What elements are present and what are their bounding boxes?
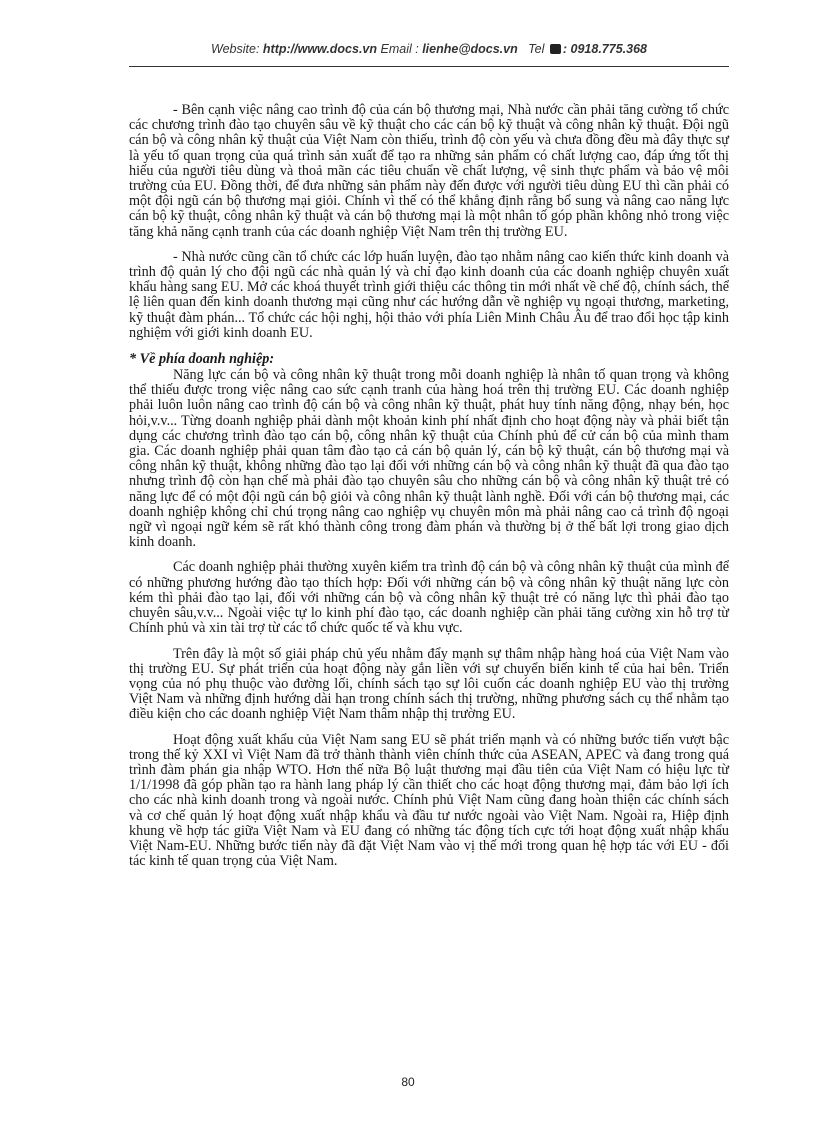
tel-label: Tel <box>528 42 545 56</box>
document-body <box>129 103 729 879</box>
header-rule <box>129 66 729 67</box>
paragraph-6: Hoạt động xuất khẩu của Việt Nam sang EU sẽ phát triển mạnh và có những bước tiến vượt bậc trong thế kỷ XXI vì Việt Nam đã trở thành thành viên chính thức của ASEAN, APEC và đang trong quá trình đàm phán gia nhập WTO. Hơn thế nữa Bộ luật thương mại đầu tiên của Việt Nam có hiệu lực từ 1/1/1998 đã góp phần tạo ra hành lang pháp lý cần thiết cho các hoạt động thương mại, đảm bảo lợi ích cho các nhà kinh doanh trong và ngoài nước. Chính phủ Việt Nam cũng đang hoàn thiện các chính sách và cơ chế quản lý hoạt động xuất nhập khẩu và đầu tư nước ngoài vào Việt Nam. Ngoài ra, Hiệp định khung về hợp tác giữa Việt Nam và EU đang có những tác động tích cực tới hoạt động xuất nhập khẩu Việt Nam-EU. Những bước tiến này đã đặt Việt Nam vào vị thế mới trong quan hệ hợp tác với EU - đối tác kinh tế quan trọng của Việt Nam. <box>129 731 729 870</box>
email-label: Email : <box>380 42 419 56</box>
section-subheading: * Về phía doanh nghiệp: <box>129 351 275 368</box>
email-address[interactable]: lienhe@docs.vn <box>422 42 518 56</box>
paragraph-5: Trên đây là một số giải pháp chủ yếu nhằm đẩy mạnh sự thâm nhập hàng hoá của Việt Nam vào thị trường EU. Sự phát triển của hoạt động này gắn liền với sự chuyển biến kinh tế của hai bên. Triển vọng của nó phụ thuộc vào đường lối, chính sách tạo sự lôi cuốn các doanh nghiệp EU vào thị trường Việt Nam và những định hướng dài hạn trong chính sách thị trường, những phương sách cụ thể nhằm tạo điều kiện cho các doanh nghiệp Việt Nam thâm nhập thị trường EU. <box>129 645 729 723</box>
paragraph-1: - Bên cạnh việc nâng cao trình độ của cán bộ thương mại, Nhà nước cần phải tăng cường tổ chức các chương trình đào tạo chuyên sâu về kỹ thuật cho các cán bộ kỹ thuật và công nhân kỹ thuật. Đội ngũ cán bộ và công nhân kỹ thuật của Việt Nam còn thiếu, trình độ còn yếu và chưa đồng đều mà đây thực sự là yếu tố quan trọng của quá trình sản xuất để tạo ra những sản phẩm có chất lượng cao, đáp ứng tốt thị hiếu của người tiêu dùng và thoả mãn các tiêu chuẩn về chất lượng, vệ sinh thực phẩm và bảo vệ môi trường của EU. Đồng thời, để đưa những sản phẩm này đến được với người tiêu dùng EU thì cần phải có một đội ngũ cán bộ thương mại giỏi. Chính vì thế có thể khẳng định rằng bổ sung và nâng cao năng lực cán bộ kỹ thuật, công nhân kỹ thuật và cán bộ thương mại là một nhân tố góp phần không nhỏ trong việc tăng khả năng cạnh tranh của các doanh nghiệp Việt Nam trên thị trường EU. <box>129 102 729 240</box>
page-number: 80 <box>401 1075 415 1089</box>
paragraph-3: Năng lực cán bộ và công nhân kỹ thuật trong mỗi doanh nghiệp là nhân tố quan trọng và không thể thiếu được trong việc nâng cao sức cạnh tranh của hàng hoá trên thị trường EU. Các doanh nghiệp phải luôn luôn nâng cao trình độ cán bộ và công nhân kỹ thuật, phát huy tính năng động, nhạy bén, học hỏi,v.v... Từng doanh nghiệp phải dành một khoản kinh phí nhất định cho hoạt động này và phải biết tận dụng các chương trình đào tạo cán bộ, công nhân kỹ thuật của Chính phủ để cử cán bộ của mình tham gia. Các doanh nghiệp phải quan tâm đào tạo cả cán bộ quản lý, cán bộ kỹ thuật, cán bộ thương mại và công nhân kỹ thuật, không những đào tạo lại đối với những cán bộ và công nhân kỹ thuật đã qua đào tạo nhưng trình độ còn hạn chế mà phải đào tạo chuyên sâu cho những cán bộ và công nhân kỹ thuật trẻ có năng lực để có một đội ngũ cán bộ giỏi và công nhân kỹ thuật lành nghề. Đối với cán bộ thương mại, các doanh nghiệp không chỉ chú trọng nâng cao nghiệp vụ chuyên môn mà phải nâng cao cả trình độ ngoại ngữ vì ngoại ngữ kém sẽ rất khó thành công trong đàm phán và thường bị ở thế bất lợi trong giao dịch kinh doanh. <box>129 367 729 551</box>
phone-icon <box>550 44 561 54</box>
website-url[interactable]: http://www.docs.vn <box>262 42 378 56</box>
paragraph-2: - Nhà nước cũng cần tổ chức các lớp huấn luyện, đào tạo nhằm nâng cao kiến thức kinh doanh và trình độ quản lý cho đội ngũ các nhà quản lý và chỉ đạo kinh doanh của các doanh nghiệp chuyên xuất khẩu hàng sang EU. Mở các khoá thuyết trình giới thiệu các thông tin mới nhất về chế độ, chính sách, thể lệ liên quan đến kinh doanh thương mại cũng như các hướng dẫn về nghiệp vụ ngoại thương, marketing, kỹ thuật đàm phán... Tổ chức các hội nghị, hội thảo với phía Liên Minh Châu Âu để trao đổi học tập kinh nghiệm với giới kinh doanh EU. <box>129 248 729 341</box>
phone-number: : 0918.775.368 <box>562 42 647 56</box>
page-header <box>129 42 729 64</box>
paragraph-4: Các doanh nghiệp phải thường xuyên kiểm tra trình độ cán bộ và công nhân kỹ thuật của mình để có những phương hướng đào tạo thích hợp: Đối với những cán bộ và công nhân kỹ thuật năng lực còn kém thì phải đào tạo lại, đối với những cán bộ và công nhân kỹ thuật trẻ có năng lực thì phải đào tạo chuyên sâu,v.v... Ngoài việc tự lo kinh phí đào tạo, các doanh nghiệp cần phải tăng cường xin hỗ trợ từ Chính phủ và xin tài trợ từ các tổ chức quốc tế và khu vực. <box>129 559 729 637</box>
website-label: Website: <box>211 42 260 56</box>
